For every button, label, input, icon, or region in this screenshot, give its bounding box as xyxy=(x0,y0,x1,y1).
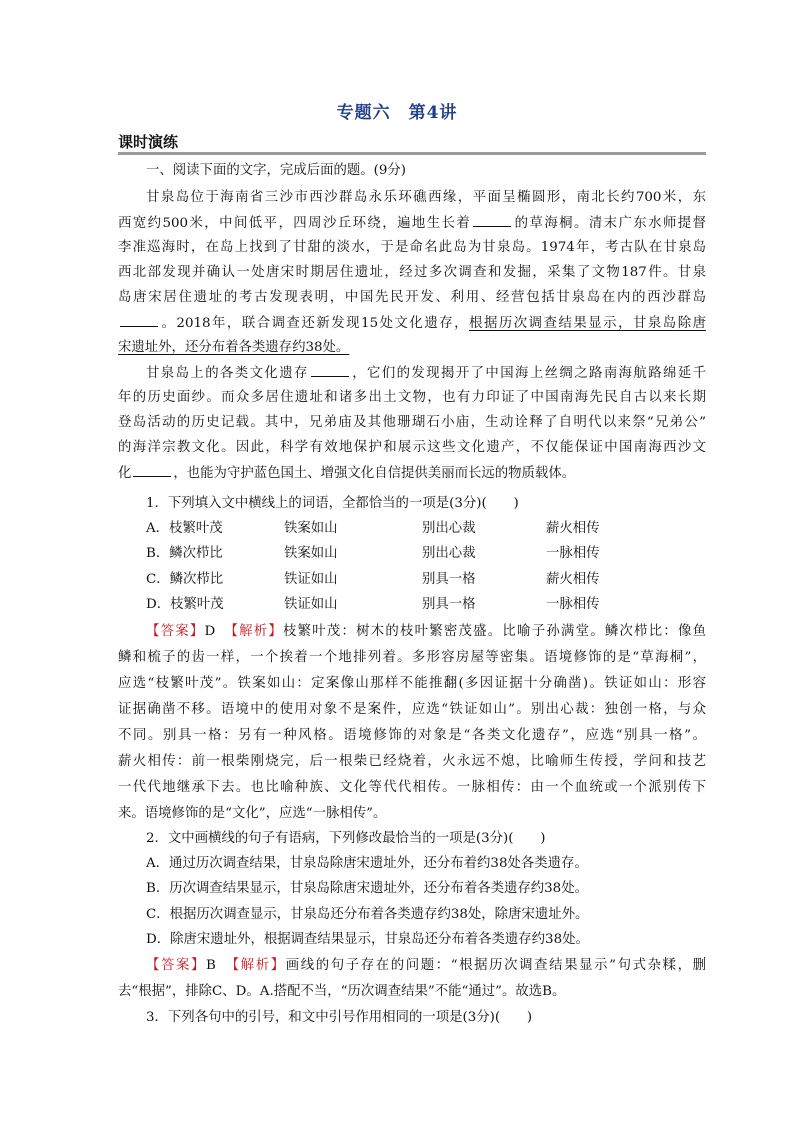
question-stem: 1．下列填入文中横线上的词语，全都恰当的一项是(3分)( ) xyxy=(146,496,519,511)
passage-line: 甘泉岛上的各类文化遗存 ，它们的发现揭开了中国海上丝绸之路南海航路绵延千 xyxy=(146,366,706,381)
option-term: 铁证如山 xyxy=(284,597,338,612)
option-line: C．根据历次调查显示，甘泉岛还分布着各类遗存约38处，除唐宋遗址外。 xyxy=(146,907,589,922)
passage-line: 西宽约500米，中间低平，四周沙丘环绕，遍地生长着 的草海桐。清末广东水师提督 xyxy=(118,216,706,231)
question-stem: 2．文中画横线的句子有语病，下列修改最恰当的一项是(3分)( ) xyxy=(146,831,546,846)
option-line: A．通过历次调查结果，甘泉岛除唐宋遗址外，还分布着约38处各类遗存。 xyxy=(146,856,588,871)
option-term: 一脉相传 xyxy=(546,597,600,612)
section-heading: 一、阅读下面的文字，完成后面的题。(9分) xyxy=(146,163,406,178)
analysis-line: 不同。别具一格：另有一种风格。语境修饰的对象是“各类文化遗存”，应选“别具一格”。 xyxy=(118,728,706,743)
passage-line: 西北部发现并确认一处唐宋时期居住遗址，经过多次调查和发掘，采集了文物187件。甘泉 xyxy=(118,265,706,280)
answer-value: B xyxy=(206,958,216,973)
passage-line: 李准巡海时，在岛上找到了甘甜的淡水，于是命名此岛为甘泉岛。1974年，考古队在甘泉岛 xyxy=(118,240,706,255)
analysis-line: 鳞和梳子的齿一样，一个挨着一个地排列着。多形容房屋等密集。语境修饰的是“草海桐”， xyxy=(118,650,706,665)
option-term: 别出心裁 xyxy=(422,546,476,561)
analysis-line: 薪火相传：前一根柴刚烧完，后一根柴已经烧着，火永远不熄，比喻师生传授，学问和技艺 xyxy=(118,754,706,769)
passage-line: 化 ，也能为守护蓝色国土、增强文化自信提供美丽而长远的物质载体。 xyxy=(118,466,576,481)
option-term: 薪火相传 xyxy=(546,572,600,587)
analysis-tag: 【解析】 xyxy=(231,624,283,639)
analysis-tag: 【解析】 xyxy=(232,958,286,973)
fill-blank xyxy=(473,214,511,227)
answer-tag: 【答案】 xyxy=(146,958,206,973)
passage-line: 的海洋宗教文化。因此，科学有效地保护和展示这些文化遗产，不仅能保证中国南海西沙文 xyxy=(118,440,706,455)
analysis-line: 应选“枝繁叶茂”。铁案如山：定案像山那样不能推翻(多因证据十分确凿)。铁证如山：形容 xyxy=(118,676,706,691)
underlined-sentence: 宋遗址外，还分布着各类遗存约38处。 xyxy=(118,340,350,355)
option-term: 别具一格 xyxy=(422,572,476,587)
answer-line: 【答案】D 【解析】枝繁叶茂：树木的枝叶繁密茂盛。比喻子孙满堂。鳞次栉比：像鱼 xyxy=(146,624,706,639)
option-term: 别具一格 xyxy=(422,597,476,612)
passage-line: 。2018年，联合调查还新发现15处文化遗存，根据历次调查结果显示，甘泉岛除唐 xyxy=(118,314,706,333)
header-divider xyxy=(118,152,706,155)
option-label: C．鳞次栉比 xyxy=(146,572,224,587)
analysis-line: 证据确凿不移。语境中的使用对象不是案件，应选“铁证如山”。别出心裁：独创一格，与众 xyxy=(118,702,706,717)
option-term: 薪火相传 xyxy=(546,521,600,536)
analysis-line: 一代代地继承下去。也比喻种族、文化等代代相传。一脉相传：由一个血统或一个派别传下 xyxy=(118,780,706,795)
passage-line: 登岛活动的历史记载。其中，兄弟庙及其他珊瑚石小庙，生动诠释了自明代以来祭“兄弟公” xyxy=(118,415,706,430)
passage-line: 甘泉岛位于海南省三沙市西沙群岛永乐环礁西缘，平面呈椭圆形，南北长约700米，东 xyxy=(146,190,706,205)
underlined-sentence: 根据历次调查结果显示，甘泉岛除唐 xyxy=(469,316,706,331)
option-term: 一脉相传 xyxy=(546,546,600,561)
passage-line xyxy=(118,339,706,357)
passage-line: 年的历史面纱。而众多居住遗址和诸多出土文物，也有力印证了中国南海先民自古以来长期 xyxy=(118,390,706,405)
option-term: 铁案如山 xyxy=(284,521,338,536)
option-label: D．枝繁叶茂 xyxy=(146,597,224,612)
option-term: 别出心裁 xyxy=(422,521,476,536)
page-title: 专题六 第4讲 xyxy=(336,103,458,123)
option-term: 铁案如山 xyxy=(284,546,338,561)
answer-tag: 【答案】 xyxy=(146,624,205,639)
analysis-line: 来。语境修饰的是“文化”，应选“一脉相传”。 xyxy=(118,806,387,821)
fill-blank xyxy=(133,464,171,477)
option-line: D．除唐宋遗址外，根据调查结果显示，甘泉岛还分布着各类遗存约38处。 xyxy=(146,932,589,947)
analysis-line: 去“根据”，排除C、D。A.搭配不当，“历次调查结果”不能“通过”。故选B。 xyxy=(118,984,566,999)
fill-blank xyxy=(120,314,158,327)
passage-line: 岛唐宋居住遗址的考古发现表明，中国先民开发、利用、经营包括甘泉岛在内的西沙群岛 xyxy=(118,290,706,305)
option-line: B．历次调查结果显示，甘泉岛除唐宋遗址外，还分布着各类遗存约38处。 xyxy=(146,881,588,896)
fill-blank xyxy=(311,364,349,377)
section-subtitle: 课时演练 xyxy=(118,133,179,151)
option-label: A．枝繁叶茂 xyxy=(146,521,223,536)
answer-value: D xyxy=(204,624,216,639)
question-stem: 3．下列各句中的引号，和文中引号作用相同的一项是(3分)( ) xyxy=(146,1010,533,1025)
option-label: B．鳞次栉比 xyxy=(146,546,223,561)
answer-line: 【答案】B 【解析】画线的句子存在的问题：“根据历次调查结果显示”句式杂糅，删 xyxy=(146,958,706,973)
option-term: 铁证如山 xyxy=(284,572,338,587)
